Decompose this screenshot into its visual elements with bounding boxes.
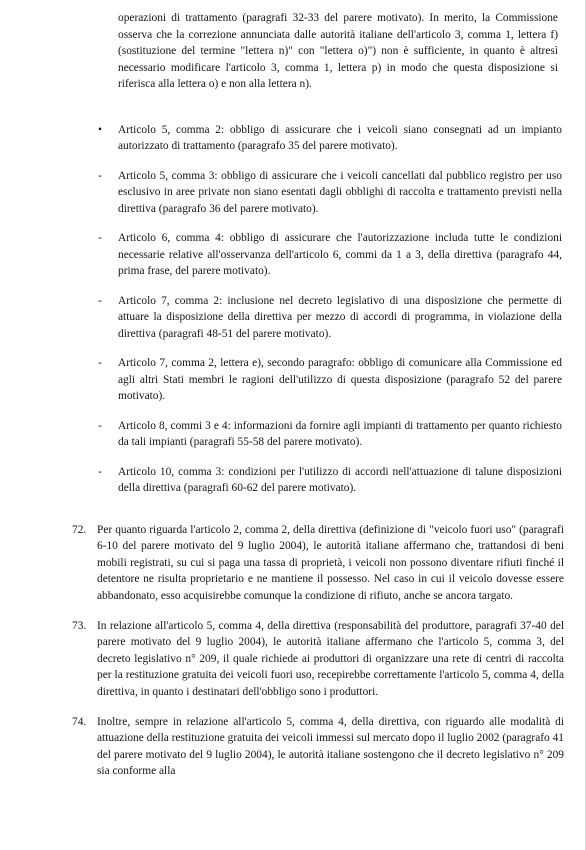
paragraph-text: In relazione all'articolo 5, comma 4, della direttiva (responsabilità del produttore, paragrafi 37-40 del parere motivato del 9 luglio 2004), le autorità italiane affermano che l'articolo 5, comma 3, del decreto legislativo n° 209, il quale richiede ai produttori di organizzare una rete di centri di raccolta per la restituzione gratuita dei veicoli fuori uso, recepirebbe correttamente l'articolo 5, comma 4, della direttiva, in quanto i destinatari dell'obbligo sono i produttori. [97, 620, 564, 698]
list-item [96, 293, 562, 342]
bullet-marker: • [98, 124, 102, 136]
article-bullet-list [96, 122, 562, 510]
bullet-text: Articolo 10, comma 3: condizioni per l'utilizzo di accordi nell'attuazione di talune disposizioni della direttiva (paragrafi 60-62 del parere motivato). [118, 465, 562, 495]
bullet-marker: - [98, 294, 102, 307]
numbered-paragraph [72, 714, 564, 780]
intro-paragraph: operazioni di trattamento (paragrafi 32-33 del parere motivato). In merito, la Commissione osserva che la correzione annunciata dalle autorità italiane dell'articolo 3, comma 1, lettera f) (sostituzione del termine "lettera n)" con "lettera o)") non è sufficiente, in quanto è altresì necessario modificare l'articolo 3, comma 1, lettera p) in modo che questa disposizione si riferisca alla lettera o) e non alla lettera n). [118, 12, 558, 91]
numbered-paragraph [72, 618, 564, 700]
bullet-marker: - [98, 232, 102, 245]
bullet-marker: - [98, 419, 102, 432]
list-item [96, 418, 562, 451]
numbered-paragraph [72, 522, 564, 604]
list-item [96, 168, 562, 217]
list-item [96, 355, 562, 404]
bullet-text: Articolo 7, comma 2: inclusione nel decreto legislativo di una disposizione che permette di attuare la disposizione della direttiva per mezzo di accordi di programma, in violazione della direttiva (paragrafi 48-51 del parere motivato). [118, 294, 562, 340]
list-item [96, 122, 562, 155]
bullet-text: Articolo 5, comma 2: obbligo di assicurare che i veicoli siano consegnati ad un impianto autorizzato di trattamento (paragrafo 35 del parere motivato). [118, 124, 562, 153]
paragraph-text: Inoltre, sempre in relazione all'articolo 5, comma 4, della direttiva, con riguardo alle modalità di attuazione della restituzione gratuita dei veicoli immessi sul mercato dopo il luglio 2002 (paragrafo 41 del parere motivato del 9 luglio 2004), le autorità italiane sostengono che il decreto legislativo n° 209 sia conforme alla [97, 716, 564, 778]
list-item [96, 464, 562, 497]
bullet-marker: - [98, 170, 102, 182]
paragraph-number: 74. [72, 716, 87, 729]
paragraph-number: 72. [72, 524, 87, 536]
bullet-text: Articolo 5, comma 3: obbligo di assicurare che i veicoli cancellati dal pubblico registro per uso esclusivo in aree private non siano esentati dagli obblighi di raccolta e trattamento previsti nella direttiva (paragrafo 36 del parere motivato). [118, 170, 562, 215]
numbered-paragraphs [72, 522, 564, 794]
list-item [96, 230, 562, 279]
paragraph-text: Per quanto riguarda l'articolo 2, comma 2, della direttiva (definizione di "veicolo fuori uso" (paragrafi 6-10 del parere motivato del 9 luglio 2004), le autorità italiane affermano che, trattandosi di beni mobili registrati, su cui si paga una tassa di proprietà, i veicoli non possono diventare rifiuti finché il detentore ne risulta proprietario e ne mantiene il possesso. Nel caso in cui il veicolo dovesse essere abbandonato, esso acquisirebbe comunque la condizione di rifiuto, anche se ancora targato. [97, 524, 564, 602]
bullet-marker: - [98, 465, 102, 478]
bullet-text: Articolo 6, comma 4: obbligo di assicurare che l'autorizzazione includa tutte le condizioni necessarie relative all'osservanza dell'articolo 6, commi da 1 a 3, della direttiva (paragrafo 44, prima frase, del parere motivato). [118, 232, 562, 278]
bullet-marker: - [98, 357, 102, 370]
bullet-text: Articolo 8, commi 3 e 4: informazioni da fornire agli impianti di trattamento per quanto richiesto da tali impianti (paragrafi 55-58 del parere motivato). [118, 419, 562, 449]
paragraph-number: 73. [72, 620, 87, 633]
bullet-text: Articolo 7, comma 2, lettera e), secondo paragrafo: obbligo di comunicare alla Commissione ed agli altri Stati membri le ragioni dell'utilizzo di questa disposizione (paragrafo 52 del parere motivato). [118, 357, 562, 403]
